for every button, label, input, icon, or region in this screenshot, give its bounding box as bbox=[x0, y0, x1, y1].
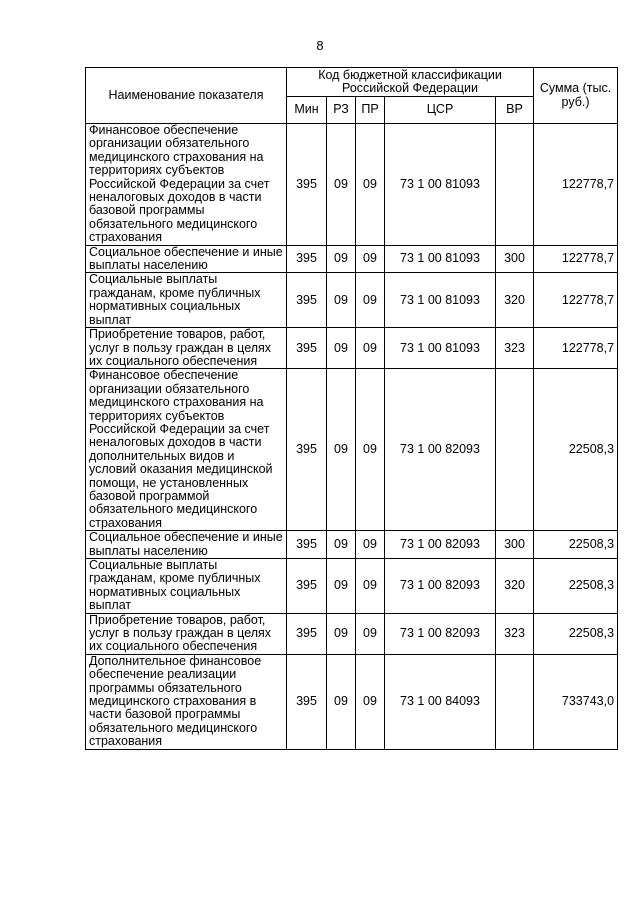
table-row bbox=[86, 654, 618, 749]
header-vr: ВР bbox=[496, 97, 534, 124]
header-csr: ЦСР bbox=[385, 97, 496, 124]
cell-name: Социальное обеспечение и иные выплаты населению bbox=[86, 245, 287, 273]
header-pr: ПР bbox=[356, 97, 385, 124]
cell-name: Социальные выплаты гражданам, кроме публичных нормативных социальных выплат bbox=[86, 559, 287, 614]
cell-min: 395 bbox=[287, 328, 327, 369]
header-row-top bbox=[86, 68, 618, 97]
cell-min: 395 bbox=[287, 245, 327, 273]
cell-vr: 320 bbox=[496, 273, 534, 328]
cell-rz: 09 bbox=[327, 273, 356, 328]
cell-sum: 22508,3 bbox=[534, 369, 618, 531]
cell-min: 395 bbox=[287, 124, 327, 246]
cell-name: Финансовое обеспечение организации обязательного медицинского страхования на территориях субъектов Российской Федерации за счет неналоговых доходов в части дополнительных видов и условий оказания медицинской помощи, не установленных базовой программой обязательного медицинского страхования bbox=[86, 369, 287, 531]
cell-pr: 09 bbox=[356, 328, 385, 369]
cell-vr: 300 bbox=[496, 245, 534, 273]
cell-name: Социальное обеспечение и иные выплаты населению bbox=[86, 531, 287, 559]
budget-table bbox=[85, 67, 618, 750]
cell-vr bbox=[496, 369, 534, 531]
cell-min: 395 bbox=[287, 273, 327, 328]
cell-name: Приобретение товаров, работ, услуг в пользу граждан в целях их социального обеспечения bbox=[86, 613, 287, 654]
cell-min: 395 bbox=[287, 369, 327, 531]
header-min: Мин bbox=[287, 97, 327, 124]
cell-csr: 73 1 00 81093 bbox=[385, 124, 496, 246]
table-row bbox=[86, 531, 618, 559]
cell-sum: 22508,3 bbox=[534, 559, 618, 614]
cell-sum: 122778,7 bbox=[534, 273, 618, 328]
cell-sum: 122778,7 bbox=[534, 328, 618, 369]
cell-min: 395 bbox=[287, 613, 327, 654]
table-row bbox=[86, 124, 618, 246]
cell-pr: 09 bbox=[356, 273, 385, 328]
table-row bbox=[86, 559, 618, 614]
cell-name: Финансовое обеспечение организации обязательного медицинского страхования на территориях субъектов Российской Федерации за счет неналоговых доходов в части базовой программы обязательного медицинского страхования bbox=[86, 124, 287, 246]
cell-vr bbox=[496, 124, 534, 246]
page-number: 8 bbox=[316, 38, 324, 53]
cell-sum: 22508,3 bbox=[534, 531, 618, 559]
cell-pr: 09 bbox=[356, 369, 385, 531]
cell-vr: 320 bbox=[496, 559, 534, 614]
cell-name: Социальные выплаты гражданам, кроме публичных нормативных социальных выплат bbox=[86, 273, 287, 328]
table-row bbox=[86, 328, 618, 369]
cell-csr: 73 1 00 81093 bbox=[385, 273, 496, 328]
cell-csr: 73 1 00 82093 bbox=[385, 613, 496, 654]
cell-pr: 09 bbox=[356, 654, 385, 749]
cell-rz: 09 bbox=[327, 613, 356, 654]
cell-csr: 73 1 00 81093 bbox=[385, 245, 496, 273]
cell-sum: 733743,0 bbox=[534, 654, 618, 749]
cell-rz: 09 bbox=[327, 531, 356, 559]
cell-csr: 73 1 00 81093 bbox=[385, 328, 496, 369]
cell-name: Приобретение товаров, работ, услуг в пользу граждан в целях их социального обеспечения bbox=[86, 328, 287, 369]
cell-vr: 300 bbox=[496, 531, 534, 559]
cell-vr bbox=[496, 654, 534, 749]
cell-min: 395 bbox=[287, 654, 327, 749]
header-code-group: Код бюджетной классификации Российской Федерации bbox=[287, 68, 534, 97]
table-row bbox=[86, 369, 618, 531]
cell-pr: 09 bbox=[356, 559, 385, 614]
table-row bbox=[86, 613, 618, 654]
cell-pr: 09 bbox=[356, 124, 385, 246]
cell-rz: 09 bbox=[327, 559, 356, 614]
cell-csr: 73 1 00 82093 bbox=[385, 559, 496, 614]
cell-vr: 323 bbox=[496, 613, 534, 654]
header-rz: РЗ bbox=[327, 97, 356, 124]
cell-rz: 09 bbox=[327, 654, 356, 749]
cell-rz: 09 bbox=[327, 245, 356, 273]
table-row bbox=[86, 245, 618, 273]
cell-min: 395 bbox=[287, 559, 327, 614]
cell-rz: 09 bbox=[327, 369, 356, 531]
header-name: Наименование показателя bbox=[86, 68, 287, 124]
cell-csr: 73 1 00 82093 bbox=[385, 369, 496, 531]
cell-min: 395 bbox=[287, 531, 327, 559]
cell-name: Дополнительное финансовое обеспечение реализации программы обязательного медицинского страхования в части базовой программы обязательного медицинского страхования bbox=[86, 654, 287, 749]
table-row bbox=[86, 273, 618, 328]
cell-vr: 323 bbox=[496, 328, 534, 369]
cell-sum: 122778,7 bbox=[534, 245, 618, 273]
cell-sum: 122778,7 bbox=[534, 124, 618, 246]
cell-sum: 22508,3 bbox=[534, 613, 618, 654]
cell-rz: 09 bbox=[327, 328, 356, 369]
header-sum: Сумма (тыс. руб.) bbox=[534, 68, 618, 124]
cell-rz: 09 bbox=[327, 124, 356, 246]
cell-csr: 73 1 00 84093 bbox=[385, 654, 496, 749]
cell-csr: 73 1 00 82093 bbox=[385, 531, 496, 559]
table-body bbox=[86, 124, 618, 750]
cell-pr: 09 bbox=[356, 531, 385, 559]
cell-pr: 09 bbox=[356, 613, 385, 654]
cell-pr: 09 bbox=[356, 245, 385, 273]
